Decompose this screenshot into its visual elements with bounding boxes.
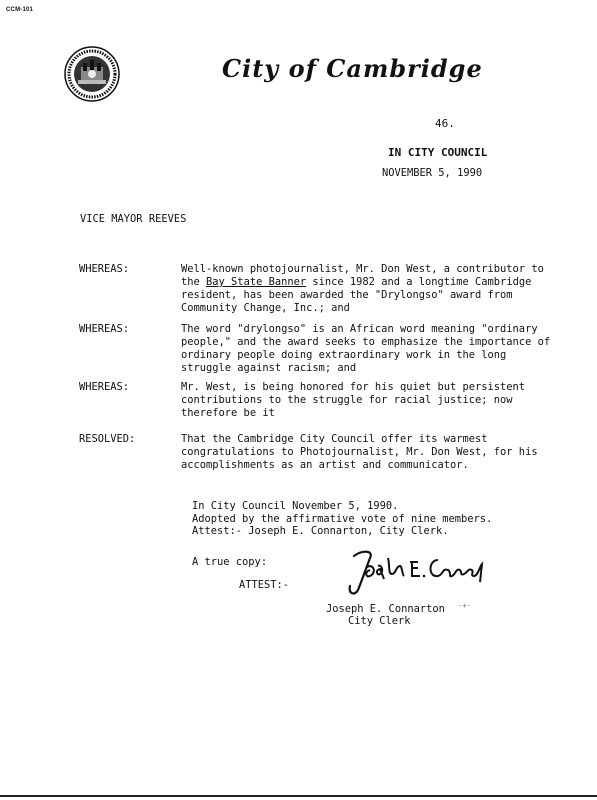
clause-body — [181, 263, 581, 315]
adoption-block — [192, 500, 492, 538]
margin-mark: -+- — [458, 602, 471, 610]
attest-label: ATTEST:- — [239, 579, 290, 591]
clause-line: therefore be it — [181, 407, 275, 419]
clause-body — [181, 433, 581, 472]
clause-label: WHEREAS: — [79, 263, 130, 275]
city-title: City of Cambridge — [222, 54, 483, 83]
clause-line: Mr. West, is being honored for his quiet but persistent — [181, 381, 526, 393]
adoption-line: Attest:- Joseph E. Connarton, City Clerk. — [192, 525, 449, 537]
clause-line: That the Cambridge City Council offer its warmest — [181, 433, 488, 445]
text-segment: the — [181, 276, 207, 288]
document-number: 46. — [435, 117, 455, 130]
council-date: NOVEMBER 5, 1990 — [382, 167, 483, 179]
clause-body — [181, 381, 581, 420]
sponsor-line: VICE MAYOR REEVES — [80, 213, 187, 225]
adoption-line: Adopted by the affirmative vote of nine members. — [192, 512, 493, 525]
form-code: CCM-101 — [6, 7, 34, 13]
clause-line: The word "drylongso" is an African word meaning "ordinary — [181, 323, 538, 335]
clause-line: struggle against racism; and — [181, 362, 357, 374]
clause-line: Well-known photojournalist, Mr. Don West, a contributor to — [181, 263, 544, 275]
clause-line: congratulations to Photojournalist, Mr. Don West, for his — [181, 446, 538, 458]
clause-line: resident, has been awarded the "Drylongso" award from — [181, 289, 513, 301]
clause-label: RESOLVED: — [79, 433, 136, 445]
bottom-rule — [0, 795, 597, 797]
clause-label: WHEREAS: — [79, 381, 130, 393]
clause-line: people," and the award seeks to emphasize the importance of — [181, 336, 551, 348]
clause-line: ordinary people doing extraordinary work in the long — [181, 349, 507, 361]
clause-line — [181, 276, 581, 289]
clerk-name: Joseph E. Connarton — [326, 603, 445, 615]
clerk-title: City Clerk — [348, 615, 411, 627]
text-segment: since 1982 and a longtime Cambridge — [306, 276, 532, 288]
city-seal-logo — [64, 46, 120, 102]
clause-line: accomplishments as an artist and communicator. — [181, 459, 469, 471]
clause-line: contributions to the struggle for racial justice; now — [181, 394, 513, 406]
adoption-line: In City Council November 5, 1990. — [192, 500, 399, 512]
council-heading: IN CITY COUNCIL — [388, 146, 488, 159]
handwritten-signature — [340, 546, 490, 596]
clause-line: Community Change, Inc.; and — [181, 302, 350, 314]
newspaper-title: Bay State Banner — [206, 276, 307, 288]
true-copy-label: A true copy: — [192, 556, 268, 568]
clause-body — [181, 323, 581, 375]
clause-label: WHEREAS: — [79, 323, 130, 335]
